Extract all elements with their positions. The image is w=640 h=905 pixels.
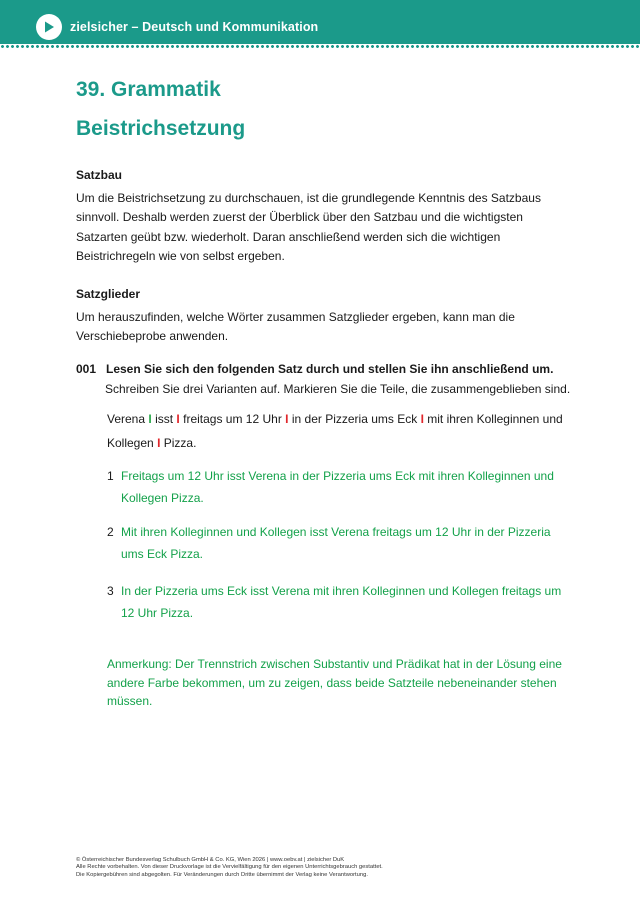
- section-heading-satzglieder: Satzglieder: [76, 287, 141, 301]
- copyright-footer: [76, 857, 596, 879]
- text-line: Verschiebeprobe anwenden.: [76, 329, 229, 344]
- separator-mark: I: [420, 412, 424, 426]
- brand-title: zielsicher – Deutsch und Kommunikation: [70, 20, 319, 34]
- sentence-part: Pizza.: [163, 436, 197, 450]
- page-subtitle: Beistrichsetzung: [76, 117, 246, 140]
- sentence-part: Verena: [107, 412, 146, 426]
- task-question: Lesen Sie sich den folgenden Satz durch und stellen Sie ihn anschließend um.: [106, 362, 554, 376]
- text-line: sinnvoll. Deshalb werden zuerst der Überblick über den Satzbau und die wichtigsten: [76, 210, 523, 225]
- answer-number: 2: [107, 525, 114, 539]
- section-text-satzglieder: [76, 308, 576, 347]
- answer-line: In der Pizzeria ums Eck isst Verena mit ihren Kolleginnen und Kollegen freitags um: [121, 584, 562, 598]
- note-line: andere Farbe bekommen, um zu zeigen, dass beide Satzteile nebeneinander stehen: [107, 675, 557, 690]
- task-header: [76, 362, 576, 376]
- section-heading-satzbau: Satzbau: [76, 168, 123, 182]
- sentence-part: isst: [155, 412, 174, 426]
- sentence-part: freitags um 12 Uhr: [183, 412, 282, 426]
- footer-line: © Österreichischer Bundesverlag Schulbuch GmbH & Co. KG, Wien 2026 | www.oebv.at | zielsicher DuK: [76, 857, 345, 863]
- answer-3: [107, 580, 577, 624]
- text-line: Um herauszufinden, welche Wörter zusammen Satzglieder ergeben, kann man die: [76, 310, 515, 324]
- sentence-part: in der Pizzeria ums Eck: [291, 412, 418, 426]
- separator-mark: I: [285, 412, 289, 426]
- text-line: Beistrichregeln wie von selbst ergeben.: [76, 248, 285, 263]
- task-number: 001: [76, 362, 97, 376]
- answer-line: 12 Uhr Pizza.: [121, 606, 194, 620]
- play-triangle-icon: [36, 14, 62, 40]
- answer-number: 1: [107, 469, 114, 483]
- sentence-part: mit ihren Kolleginnen und: [427, 412, 563, 426]
- answer-number: 3: [107, 584, 114, 598]
- answer-line: Freitags um 12 Uhr isst Verena in der Pizzeria ums Eck mit ihren Kolleginnen und: [121, 469, 554, 483]
- header-bar: [0, 0, 640, 44]
- footer-line: Die Kopiergebühren sind abgegolten. Für Veränderungen durch Dritte übernimmt der Verlag keine Verantwortung.: [76, 871, 368, 878]
- separator-mark: I: [176, 412, 180, 426]
- note-line: Anmerkung: Der Trennstrich zwischen Substantiv und Prädikat hat in der Lösung eine: [107, 657, 562, 671]
- example-sentence: [107, 407, 577, 455]
- header-dot-border: [0, 39, 640, 49]
- answer-2: [107, 521, 577, 565]
- note-line: müssen.: [107, 694, 153, 708]
- footer-line: Alle Rechte vorbehalten. Von dieser Druckvorlage ist die Vervielfältigung für den eigenen Unterrichtsgebrauch gestattet.: [76, 864, 383, 871]
- sentence-part: Kollegen: [107, 436, 154, 450]
- text-line: Um die Beistrichsetzung zu durchschauen, ist die grundlegende Kenntnis des Satzbaus: [76, 191, 541, 205]
- answer-line: Mit ihren Kolleginnen und Kollegen isst Verena freitags um 12 Uhr in der Pizzeria: [121, 525, 551, 539]
- task-instruction: Schreiben Sie drei Varianten auf. Markieren Sie die Teile, die zusammengeblieben sind.: [105, 382, 571, 396]
- answer-line: Kollegen Pizza.: [121, 491, 204, 505]
- separator-mark: I: [157, 436, 161, 450]
- text-line: Satzarten geübt bzw. wiederholt. Daran anschließend werden sich die wichtigen: [76, 229, 501, 244]
- page-title: 39. Grammatik: [76, 78, 221, 101]
- section-text-satzbau: [76, 189, 576, 266]
- separator-mark-green: I: [148, 412, 152, 426]
- answer-line: ums Eck Pizza.: [121, 547, 204, 561]
- answer-note: [107, 655, 577, 711]
- answer-1: [107, 465, 577, 509]
